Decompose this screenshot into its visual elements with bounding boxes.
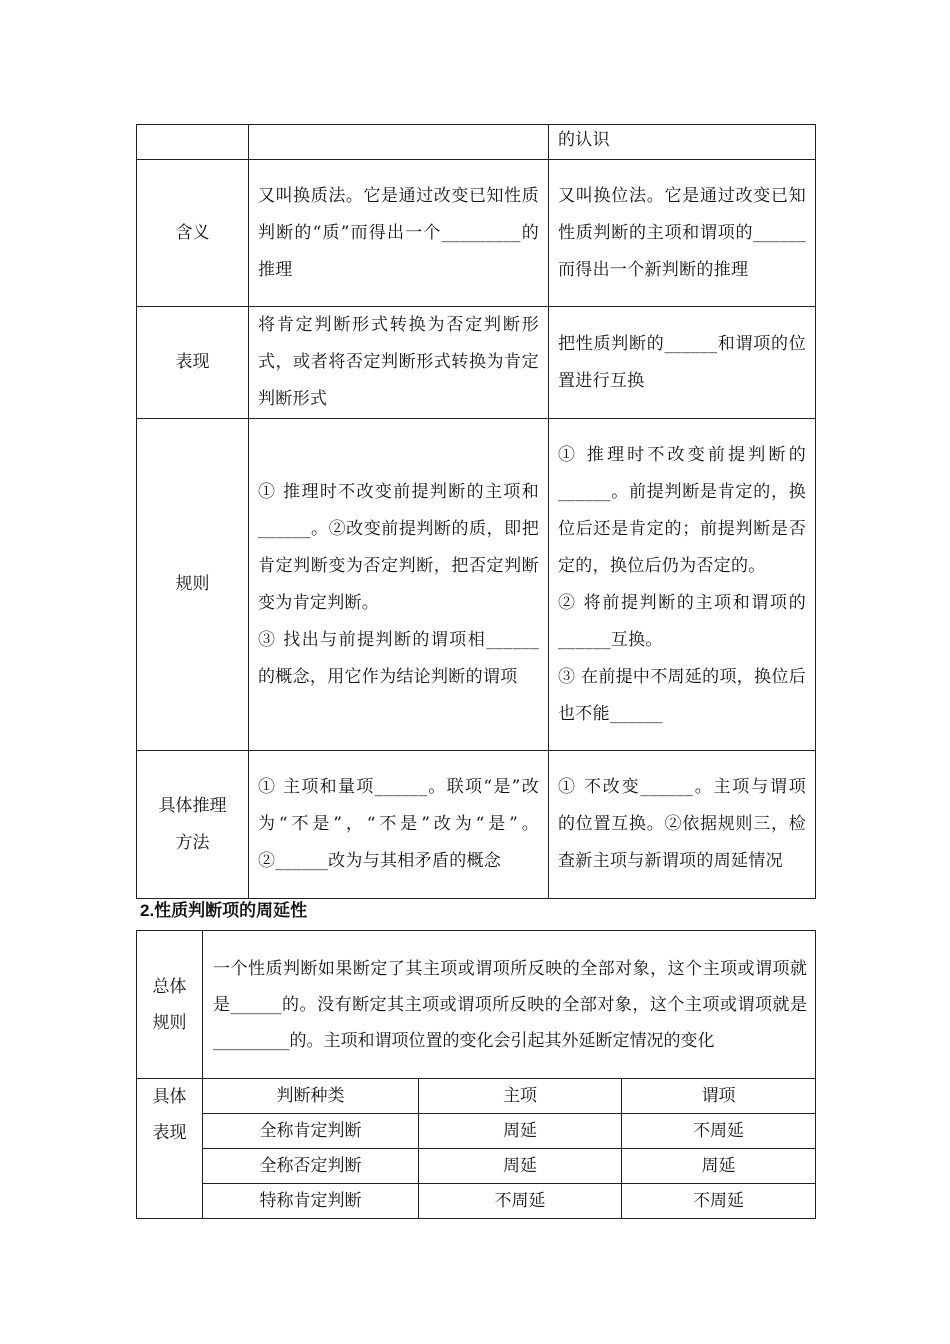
obversion-rule-3: ③ 找出与前提判断的谓项相______的概念，用它作为结论判断的谓项	[258, 629, 539, 687]
header-subject: 主项	[419, 1079, 622, 1114]
general-rule-row	[137, 931, 816, 1079]
predicate-cell: 周延	[622, 1149, 816, 1184]
row-label-meaning: 含义	[137, 160, 249, 307]
general-rule-text: 一个性质判断如果断定了其主项或谓项所反映的全部对象，这个主项或谓项就是______的。没有断定其主项或谓项所反映的全部对象，这个主项或谓项就是_________的。主项和谓项位置的变化会引起其外延断定情况的变化	[203, 931, 816, 1079]
table-row	[137, 1149, 816, 1184]
general-rule-label-text: 总体规则	[152, 976, 187, 1033]
row-label	[137, 125, 249, 160]
table-row	[137, 1114, 816, 1149]
obversion-method-cell: ① 主项和量项______。联项“是”改为“不是”，“不是”改为“是”。②______改为与其相矛盾的概念	[249, 751, 549, 899]
row-label-method	[137, 751, 249, 899]
conversion-meaning-cell: 又叫换位法。它是通过改变已知性质判断的主项和谓项的______而得出一个新判断的推理	[549, 160, 816, 307]
table-header-row	[137, 1079, 816, 1114]
subject-cell: 不周延	[419, 1184, 622, 1219]
obversion-cell	[249, 125, 549, 160]
table-row	[137, 751, 816, 899]
conversion-rules-cell	[549, 419, 816, 751]
header-judgment-type: 判断种类	[203, 1079, 419, 1114]
distribution-table	[136, 930, 816, 1219]
predicate-cell: 不周延	[622, 1184, 816, 1219]
method-label-text: 具体推理方法	[158, 795, 227, 853]
table-row	[137, 1184, 816, 1219]
conversion-expression-cell: 把性质判断的______和谓项的位置进行互换	[549, 307, 816, 419]
obversion-rule-1-2: ① 推理时不改变前提判断的主项和______。②改变前提判断的质，即把肯定判断变为否定判断，把否定判断变为肯定判断。	[258, 481, 539, 613]
conversion-rule-3: ③ 在前提中不周延的项，换位后也不能______	[558, 666, 806, 724]
judgment-type-cell: 全称肯定判断	[203, 1114, 419, 1149]
subject-cell: 周延	[419, 1114, 622, 1149]
judgment-type-cell: 全称否定判断	[203, 1149, 419, 1184]
conversion-rule-1: ① 推理时不改变前提判断的______。前提判断是肯定的，换位后还是肯定的；前提判断是否定的，换位后仍为否定的。	[558, 444, 806, 576]
judgment-type-cell: 特称肯定判断	[203, 1184, 419, 1219]
table-row	[137, 419, 816, 751]
conversion-comparison-table	[136, 124, 816, 899]
conversion-rule-2: ② 将前提判断的主项和谓项的______互换。	[558, 592, 806, 650]
row-label-rules: 规则	[137, 419, 249, 751]
conversion-cell: 的认识	[549, 125, 816, 160]
table-row	[137, 307, 816, 419]
obversion-expression-cell: 将肯定判断形式转换为否定判断形式，或者将否定判断形式转换为肯定判断形式	[249, 307, 549, 419]
subject-cell: 周延	[419, 1149, 622, 1184]
header-predicate: 谓项	[622, 1079, 816, 1114]
general-rule-label	[137, 931, 203, 1079]
section-title: 2.性质判断项的周延性	[140, 901, 308, 920]
row-label-expression: 表现	[137, 307, 249, 419]
obversion-meaning-cell: 又叫换质法。它是通过改变已知性质判断的“质”而得出一个_________的推理	[249, 160, 549, 307]
obversion-rules-cell	[249, 419, 549, 751]
table-row	[137, 125, 816, 160]
predicate-cell: 不周延	[622, 1114, 816, 1149]
specific-label	[137, 1079, 203, 1219]
conversion-method-cell: ① 不改变______。主项与谓项的位置互换。②依据规则三，检查新主项与新谓项的周延情况	[549, 751, 816, 899]
specific-label-text: 具体表现	[152, 1087, 187, 1143]
table-row	[137, 160, 816, 307]
